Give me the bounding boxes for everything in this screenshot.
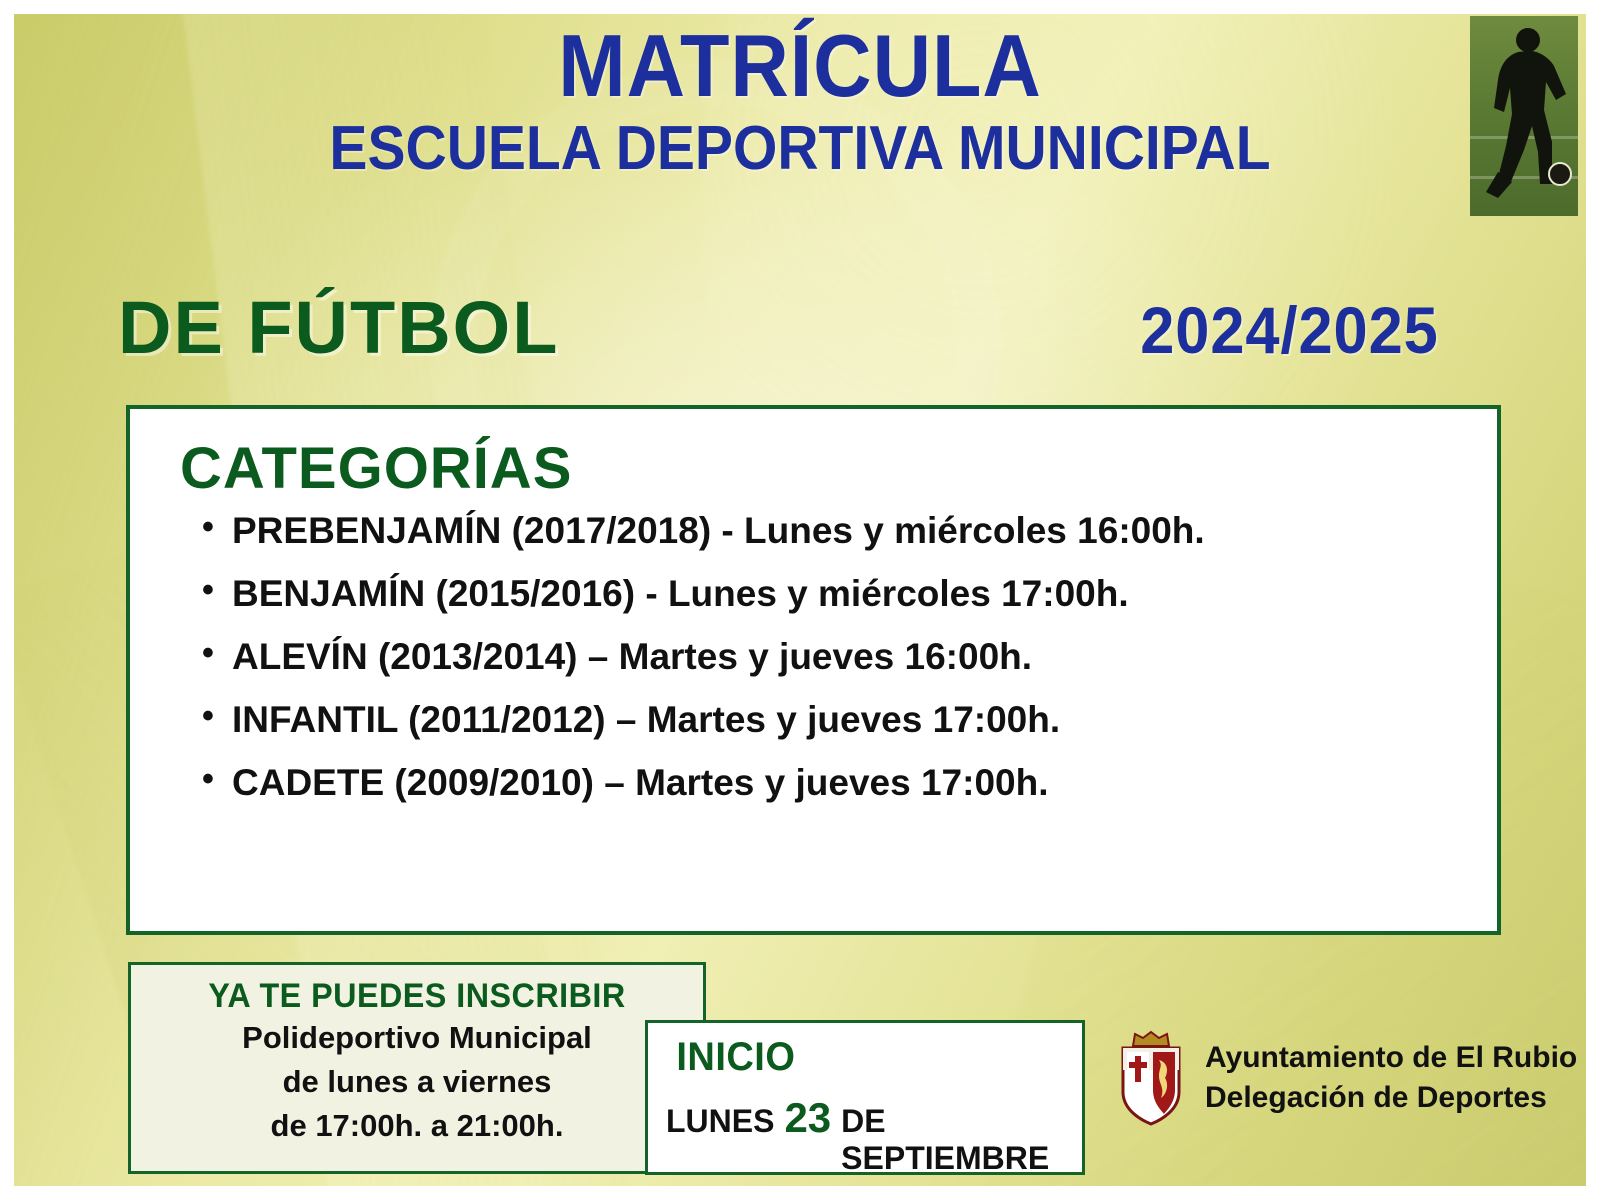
list-item: • BENJAMÍN (2015/2016) - Lunes y miércoles 17:00h.	[202, 575, 1467, 612]
categories-list	[160, 512, 1467, 801]
footer-text	[1205, 1038, 1577, 1119]
title-matricula: MATRÍCULA	[558, 16, 1042, 115]
inscription-panel	[128, 962, 706, 1174]
categories-panel	[126, 405, 1501, 935]
coat-of-arms-icon	[1115, 1030, 1187, 1126]
start-weekday: LUNES	[666, 1103, 775, 1139]
title-de-futbol: DE FÚTBOL	[118, 286, 560, 369]
start-heading: INICIO	[676, 1035, 796, 1079]
title-escuela-deportiva-municipal: ESCUELA DEPORTIVA MUNICIPAL	[329, 114, 1271, 183]
list-item: • ALEVÍN (2013/2014) – Martes y jueves 16:00h.	[202, 638, 1467, 675]
inscription-days: de lunes a viernes	[282, 1064, 552, 1100]
start-month: DE SEPTIEMBRE	[841, 1103, 1050, 1176]
footer-org-line1: Ayuntamiento de El Rubio	[1205, 1040, 1578, 1074]
list-item: • INFANTIL (2011/2012) – Martes y jueves 17:00h.	[202, 701, 1467, 738]
start-day-number: 23	[784, 1094, 832, 1141]
title-futbol-row	[118, 285, 1450, 370]
categories-heading: CATEGORÍAS	[180, 436, 573, 501]
inscription-heading: YA TE PUEDES INSCRIBIR	[208, 977, 626, 1015]
inscription-location: Polideportivo Municipal	[242, 1020, 592, 1055]
season-label: 2024/2025	[1140, 293, 1439, 367]
poster-title-block	[0, 16, 1600, 183]
start-date	[666, 1094, 1082, 1177]
list-item: • PREBENJAMÍN (2017/2018) - Lunes y miércoles 16:00h.	[202, 512, 1467, 549]
start-date-panel	[645, 1020, 1085, 1175]
footer-org-line2: Delegación de Deportes	[1205, 1081, 1547, 1114]
inscription-hours: de 17:00h. a 21:00h.	[270, 1108, 564, 1144]
footer-organization	[1115, 1030, 1577, 1126]
list-item: • CADETE (2009/2010) – Martes y jueves 17:00h.	[202, 764, 1467, 801]
